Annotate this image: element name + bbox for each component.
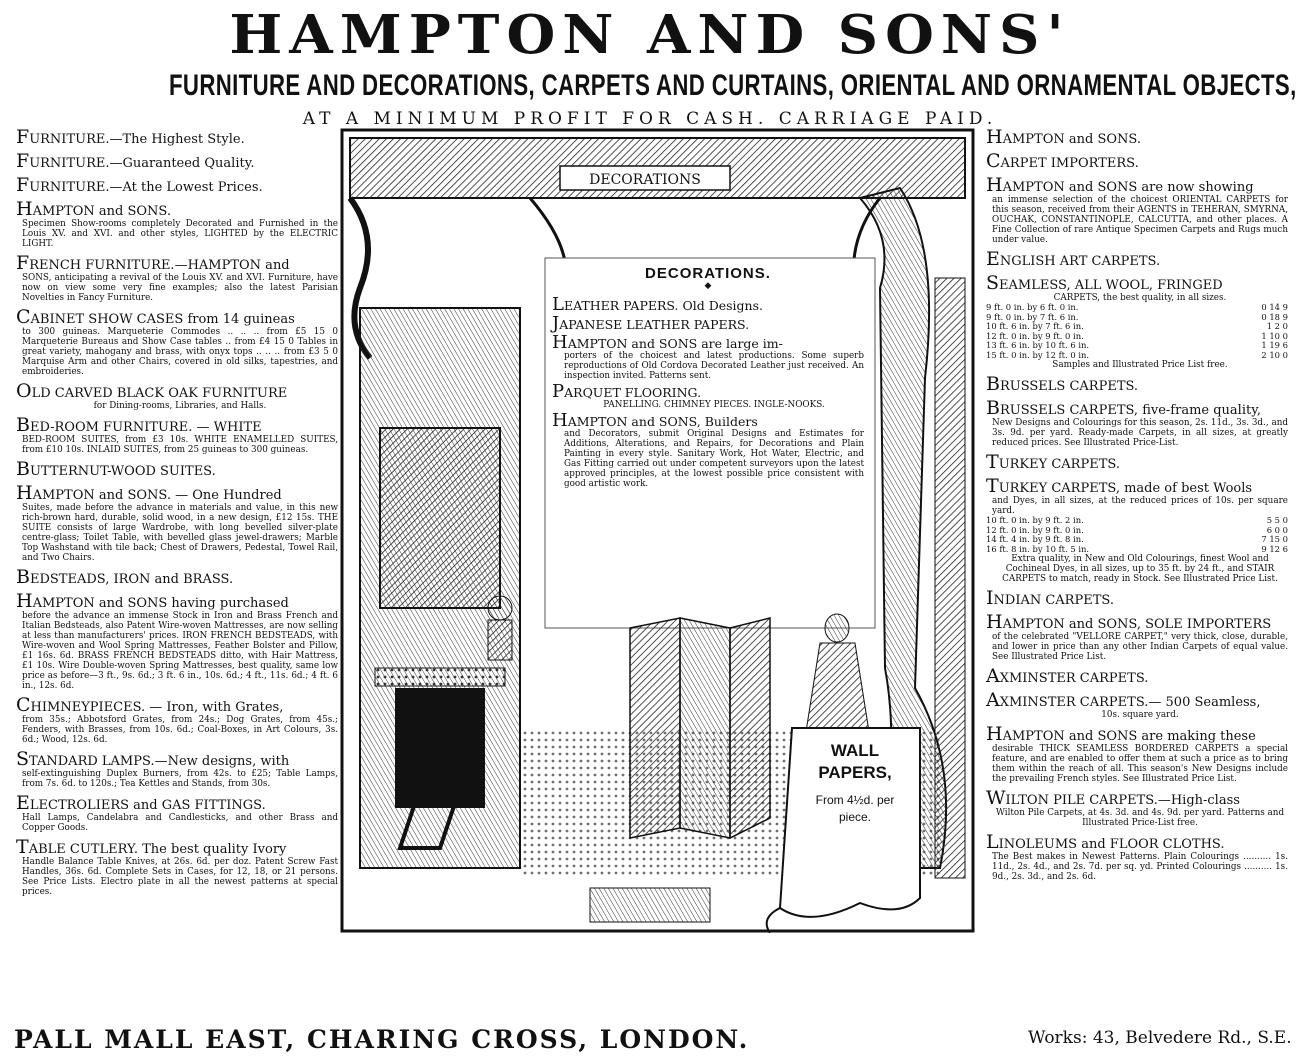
left-column xyxy=(16,126,338,904)
initial-capital: F xyxy=(16,174,30,196)
decoration-body: porters of the choicest and latest productions. Some superb reproductions of Old Cordova Decorated Leather just received. An inspection invited. Patterns sent. xyxy=(564,351,864,381)
entry-heading: ENGLISH ART CARPETS. xyxy=(986,248,1161,270)
entry-heading: LINOLEUMS and FLOOR CLOTHS. xyxy=(986,831,1225,853)
entry-body: Hall Lamps, Candelabra and Candlesticks, and other Brass and Copper Goods. xyxy=(22,813,338,833)
entry-heading: FURNITURE.—Guaranteed Quality. xyxy=(16,150,255,172)
entry-body: of the celebrated "VELLORE CARPET," very thick, close, durable, and lower in price than any other Indian Carpets of equal value. See Illustrated Price List. xyxy=(992,632,1288,662)
decoration-entry xyxy=(552,313,864,334)
advert-entry xyxy=(986,373,1288,395)
entry-heading: TURKEY CARPETS, made of best Wools xyxy=(986,475,1253,497)
entry-body: BED-ROOM SUITES, from £3 10s. WHITE ENAMELLED SUITES, from £10 10s. INLAID SUITES, from 25 guineas to 300 guineas. xyxy=(22,435,338,455)
initial-capital: H xyxy=(16,198,33,220)
initial-capital: H xyxy=(16,482,33,504)
decorations-title: DECORATIONS. xyxy=(645,265,771,282)
advert-entry xyxy=(16,836,338,897)
entry-body: self-extinguishing Duplex Burners, from 42s. to £25; Table Lamps, from 7s. 6d. to 120s.; Tea Kettles and Stands, from 30s. xyxy=(22,769,338,789)
initial-capital: H xyxy=(986,723,1003,745)
decorations-sign: DECORATIONS xyxy=(589,172,701,188)
entry-heading: CABINET SHOW CASES from 14 guineas xyxy=(16,306,295,328)
decoration-entry xyxy=(552,294,864,315)
initial-capital: H xyxy=(986,126,1003,148)
entry-heading: AXMINSTER CARPETS. xyxy=(986,665,1149,687)
entry-body: before the advance an immense Stock in Iron and Brass French and Italian Bedsteads, also Patent Wire-woven Mattresses, are now selling at less than manufacturers' prices. IRON FRENCH BEDSTEADS, with Wire-woven and Wool Spring Mattresses, Feather Bolster and Pillow, £1 16s. 6d. BRASS FRENCH BEDSTEADS ditto, with Hair Mattress, £1 10s. Wire Double-woven Spring Mattresses, best quality, same low price as before—3 ft., 9s. 6d.; 3 ft. 6 in., 10s. 6d.; 4 ft., 11s. 6d.; 4 ft. 6 in., 12s. 6d. xyxy=(22,611,338,691)
right-column xyxy=(986,126,1288,889)
carpet-price: 5 5 0 xyxy=(1266,515,1288,525)
initial-capital: W xyxy=(986,787,1006,809)
initial-capital: B xyxy=(16,566,30,588)
advert-entry xyxy=(986,272,1288,370)
wall-papers-sign xyxy=(800,740,910,826)
carpet-size: 10 ft. 6 in. by 7 ft. 6 in. xyxy=(986,321,1084,331)
initial-capital: H xyxy=(16,590,33,612)
initial-capital: H xyxy=(552,332,568,353)
advert-entry xyxy=(986,611,1288,662)
advert-entry xyxy=(986,831,1288,882)
initial-capital: A xyxy=(986,665,1000,687)
entry-body: 10s. square yard. xyxy=(1101,710,1179,720)
advert-entry xyxy=(16,566,338,588)
decoration-heading: PARQUET FLOORING. xyxy=(552,381,702,402)
carpet-size: 16 ft. 8 in. by 10 ft. 5 in. xyxy=(986,543,1090,554)
entry-heading: BRUSSELS CARPETS. xyxy=(986,373,1139,395)
advert-entry xyxy=(986,397,1288,448)
initial-capital: C xyxy=(16,306,31,328)
wall-papers-price: From 4½d. per piece. xyxy=(815,793,895,824)
decoration-heading: HAMPTON and SONS are large im- xyxy=(552,332,783,353)
entry-heading: FURNITURE.—At the Lowest Prices. xyxy=(16,174,263,196)
carpet-size: 14 ft. 4 in. by 9 ft. 8 in. xyxy=(986,534,1084,544)
decoration-heading: HAMPTON and SONS, Builders xyxy=(552,410,758,431)
entry-heading: HAMPTON and SONS. — One Hundred xyxy=(16,482,282,504)
carpet-size: 12 ft. 0 in. by 9 ft. 0 in. xyxy=(986,330,1084,341)
entry-body: for Dining-rooms, Libraries, and Halls. xyxy=(93,401,267,411)
decoration-entry xyxy=(552,410,864,489)
carpet-price: 9 12 6 xyxy=(1261,543,1288,554)
advert-entry xyxy=(16,414,338,455)
entry-body: desirable THICK SEAMLESS BORDERED CARPETS a special feature, and are enabled to offer them at such a price as to bring them within the reach of all. This season's New Designs include the prevailing French styles. See Illustrated Price List. xyxy=(992,744,1288,784)
carpet-size: 15 ft. 0 in. by 12 ft. 0 in. xyxy=(986,349,1090,360)
entry-heading: OLD CARVED BLACK OAK FURNITURE xyxy=(16,380,288,402)
advert-entry xyxy=(16,748,338,789)
decoration-entry xyxy=(552,332,864,381)
carpet-size-row xyxy=(986,351,1288,361)
entry-heading: HAMPTON and SONS. xyxy=(986,126,1141,148)
entry-heading: HAMPTON and SONS, SOLE IMPORTERS xyxy=(986,611,1272,633)
carpet-size: 13 ft. 6 in. by 10 ft. 6 in. xyxy=(986,340,1090,350)
entry-heading: CARPET IMPORTERS. xyxy=(986,150,1139,172)
initial-capital: S xyxy=(16,748,30,770)
entry-heading: HAMPTON and SONS. xyxy=(16,198,171,220)
initial-capital: L xyxy=(552,294,564,315)
entry-heading: BRUSSELS CARPETS, five-frame quality, xyxy=(986,397,1261,419)
carpet-price: 1 19 6 xyxy=(1261,340,1288,350)
entry-heading: AXMINSTER CARPETS.— 500 Seamless, xyxy=(986,689,1261,711)
entry-heading: HAMPTON and SONS are making these xyxy=(986,723,1256,745)
advert-entry xyxy=(16,792,338,833)
entry-heading: FURNITURE.—The Highest Style. xyxy=(16,126,245,148)
advert-title: HAMPTON AND SONS' xyxy=(229,3,1071,67)
advert-entry xyxy=(986,150,1288,172)
advert-entry xyxy=(986,665,1288,687)
entry-body: CARPETS, the best quality, in all sizes. xyxy=(1053,293,1227,303)
initial-capital: C xyxy=(16,694,31,716)
entry-note: Samples and Illustrated Price List free. xyxy=(1052,360,1228,370)
initial-capital: I xyxy=(986,587,994,609)
initial-capital: F xyxy=(16,126,30,148)
initial-capital: P xyxy=(552,381,565,402)
advert-entry xyxy=(16,380,338,411)
initial-capital: T xyxy=(986,451,999,473)
entry-heading: STANDARD LAMPS.—New designs, with xyxy=(16,748,290,770)
entry-body: from 35s.; Abbotsford Grates, from 24s.; Dog Grates, from 45s.; Fenders, with Brasses, from 10s. 6d.; Coal-Boxes, in Art Colours, 3s. 6d.; Wood, 12s. 6d. xyxy=(22,715,338,745)
initial-capital: B xyxy=(986,373,1000,395)
entry-heading: WILTON PILE CARPETS.—High-class xyxy=(986,787,1240,809)
entry-heading: BEDSTEADS, IRON and BRASS. xyxy=(16,566,234,588)
initial-capital: C xyxy=(986,150,1001,172)
advert-entry xyxy=(16,198,338,249)
initial-capital: T xyxy=(986,475,999,497)
initial-capital: F xyxy=(16,252,30,274)
advert-entry xyxy=(986,475,1288,584)
entry-body: Specimen Show-rooms completely Decorated and Furnished in the Louis XV. and XVI. and other styles, LIGHTED by the ELECTRIC LIGHT. xyxy=(22,219,338,249)
carpet-price: 1 2 0 xyxy=(1266,321,1288,331)
advert-entry xyxy=(16,458,338,480)
carpet-size: 9 ft. 0 in. by 6 ft. 0 in. xyxy=(986,302,1079,312)
carpet-size: 9 ft. 0 in. by 7 ft. 6 in. xyxy=(986,311,1079,322)
initial-capital: A xyxy=(986,689,1000,711)
entry-heading: BUTTERNUT-WOOD SUITES. xyxy=(16,458,216,480)
entry-heading: TURKEY CARPETS. xyxy=(986,451,1120,473)
carpet-price: 2 10 0 xyxy=(1261,349,1288,360)
initial-capital: H xyxy=(986,174,1003,196)
decoration-heading: JAPANESE LEATHER PAPERS. xyxy=(552,313,750,334)
entry-heading: INDIAN CARPETS. xyxy=(986,587,1114,609)
initial-capital: O xyxy=(16,380,32,402)
footer-address: PALL MALL EAST, CHARING CROSS, LONDON. xyxy=(14,1025,750,1054)
advert-entry xyxy=(16,694,338,745)
decoration-body: PANELLING. CHIMNEY PIECES. INGLE-NOOKS. xyxy=(603,400,825,410)
decorations-panel xyxy=(552,265,864,489)
initial-capital: T xyxy=(16,836,29,858)
carpet-price: 0 18 9 xyxy=(1261,311,1288,322)
entry-body: New Designs and Colourings for this season, 2s. 11d., 3s. 3d., and 3s. 9d. per yard. Ready-made Carpets, in all sizes, at greatly reduced prices. See Illustrated Price-List. xyxy=(992,418,1288,448)
initial-capital: B xyxy=(986,397,1000,419)
wall-papers-title: WALL PAPERS, xyxy=(818,741,892,782)
carpet-size: 12 ft. 0 in. by 9 ft. 0 in. xyxy=(986,524,1084,535)
advert-entry xyxy=(16,590,338,691)
advert-entry xyxy=(986,451,1288,473)
carpet-size-table xyxy=(986,303,1288,360)
carpet-size-row xyxy=(986,545,1288,555)
advert-entry xyxy=(986,787,1288,828)
initial-capital: L xyxy=(986,831,999,853)
entry-heading: ELECTROLIERS and GAS FITTINGS. xyxy=(16,792,266,814)
initial-capital: H xyxy=(552,410,568,431)
diamond-ornament-icon: ◆ xyxy=(704,281,712,291)
entry-heading: HAMPTON and SONS having purchased xyxy=(16,590,289,612)
entry-body: an immense selection of the choicest ORIENTAL CARPETS for this season, received from their AGENTS in TEHERAN, SMYRNA, OUCHAK, CONSTANTINOPLE, CALCUTTA, and other places. A Fine Collection of rare Antique Specimen Carpets and Rugs much under value. xyxy=(992,195,1288,245)
advert-entry xyxy=(986,723,1288,784)
entry-body: to 300 guineas. Marqueterie Commodes .. .. .. from £5 15 0 Marqueterie Bureaus and Show Case tables .. from £4 15 0 Tables in great variety, mahogany and brass, with onyx tops .. .. .. from £3 5 0 Marquise Arm and other Chairs, covered in old silks, tapestries, and embroideries. xyxy=(22,327,338,377)
entry-body: The Best makes in Newest Patterns. Plain Colourings .......... 1s. 11d., 2s. 4d., and 2s. 7d. per sq. yd. Printed Colourings .......... 1s. 9d., 2s. 3d., and 2s. 6d. xyxy=(992,852,1288,882)
footer xyxy=(14,1025,1294,1054)
initial-capital: E xyxy=(16,792,30,814)
initial-capital: E xyxy=(986,248,1000,270)
carpet-size: 10 ft. 0 in. by 9 ft. 2 in. xyxy=(986,515,1084,525)
decoration-body: and Decorators, submit Original Designs and Estimates for Additions, Alterations, and Repairs, for Decorations and Plain Painting in every style. Sanitary Work, Hot Water, Electric, and Gas Fitting carried out under competent surveyors upon the latest approved principles, at the lowest possible price consistent with good artistic work. xyxy=(564,429,864,489)
entry-body: and Dyes, in all sizes, at the reduced prices of 10s. per square yard. xyxy=(992,496,1288,516)
footer-works: Works: 43, Belvedere Rd., S.E. xyxy=(1028,1028,1292,1048)
advert-entry xyxy=(16,174,338,196)
initial-capital: F xyxy=(16,150,30,172)
carpet-price: 0 14 9 xyxy=(1261,302,1288,312)
advert-tagline: AT A MINIMUM PROFIT FOR CASH. CARRIAGE PAID. xyxy=(302,109,998,129)
advert-entry xyxy=(16,150,338,172)
initial-capital: B xyxy=(16,414,30,436)
entry-heading: FRENCH FURNITURE.—HAMPTON and xyxy=(16,252,290,274)
decoration-heading: LEATHER PAPERS. Old Designs. xyxy=(552,294,763,315)
initial-capital: H xyxy=(986,611,1003,633)
advert-entry xyxy=(986,248,1288,270)
carpet-price: 1 10 0 xyxy=(1261,330,1288,341)
carpet-price: 6 0 0 xyxy=(1266,524,1288,535)
entry-heading: CHIMNEYPIECES. — Iron, with Grates, xyxy=(16,694,284,716)
entry-body: SONS, anticipating a revival of the Louis XV. and XVI. Furniture, have now on view some very fine examples; also the latest Parisian Novelties in Fancy Furniture. xyxy=(22,273,338,303)
initial-capital: S xyxy=(986,272,1000,294)
advert-entry xyxy=(16,306,338,377)
advert-entry xyxy=(986,126,1288,148)
entry-body: Suites, made before the advance in materials and value, in this new rich-brown hard, durable, solid wood, in a new design, £12 15s. THE SUITE consists of large Wardrobe, with long bevelled silver-plate centre-glass; Toilet Table, with bevelled glass jewel-drawers; Marble Top Washstand with tile back; Chest of Drawers, Pedestal, Towel Rail, and Two Chairs. xyxy=(22,503,338,563)
decoration-entry xyxy=(552,381,864,410)
entry-heading: HAMPTON and SONS are now showing xyxy=(986,174,1254,196)
initial-capital: J xyxy=(552,313,560,334)
initial-capital: B xyxy=(16,458,30,480)
entry-body: Handle Balance Table Knives, at 26s. 6d. per doz. Patent Screw Fast Handles, 36s. 6d. Complete Sets in Cases, for 12, 18, or 21 persons. See Price Lists. Electro plate in all the newest patterns at special prices. xyxy=(22,857,338,897)
carpet-price: 7 15 0 xyxy=(1261,534,1288,544)
entry-heading: TABLE CUTLERY. The best quality Ivory xyxy=(16,836,287,858)
advert-entry xyxy=(986,587,1288,609)
entry-heading: SEAMLESS, ALL WOOL, FRINGED xyxy=(986,272,1223,294)
advert-entry xyxy=(986,689,1288,720)
advert-subtitle: FURNITURE AND DECORATIONS, CARPETS AND CURTAINS, ORIENTAL AND ORNAMENTAL OBJECTS, xyxy=(169,69,1297,102)
entry-body: Wilton Pile Carpets, at 4s. 3d. and 4s. 9d. per yard. Patterns and Illustrated Price-List free. xyxy=(995,808,1285,828)
advert-entry xyxy=(16,482,338,563)
entry-note: Extra quality, in New and Old Colourings, finest Wool and Cochineal Dyes, in all sizes, up to 35 ft. by 24 ft., and STAIR CARPETS to match, ready in Stock. See Illustrated Price List. xyxy=(1002,554,1278,584)
advert-entry xyxy=(16,126,338,148)
advert-entry xyxy=(16,252,338,303)
carpet-size-table xyxy=(986,516,1288,554)
entry-heading: BED-ROOM FURNITURE. — WHITE xyxy=(16,414,262,436)
advert-entry xyxy=(986,174,1288,245)
